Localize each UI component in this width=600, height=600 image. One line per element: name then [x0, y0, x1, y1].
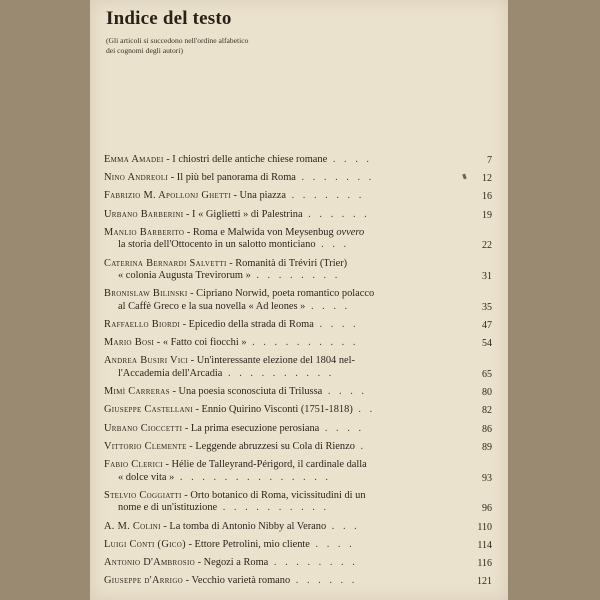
- entry-author: Nino Andreoli: [104, 172, 169, 184]
- entry-author: Fabrizio M. Apollonj Ghetti: [104, 190, 231, 202]
- entry-author: A. M. Colini: [104, 520, 161, 532]
- entry-author: Mario Bosi: [104, 337, 155, 349]
- leader-dots: . . . .: [313, 319, 359, 331]
- entry-title: - Romanità di Tréviri (Trier): [226, 257, 348, 269]
- entry-title: - Il più bel panorama di Roma: [168, 172, 296, 184]
- entry-title: - Cipriano Norwid, poeta romantico polacco: [187, 288, 375, 300]
- entry-line-1: [104, 337, 468, 350]
- entry-title: - Negozi a Roma: [194, 556, 269, 568]
- entry-title: - Epicedio della strada di Roma: [179, 319, 314, 331]
- entry-line-1: [104, 258, 468, 271]
- note-line-1: (Gli articoli si succedono nell'ordine alfabetico: [106, 36, 249, 45]
- entry-line-1: [104, 319, 468, 332]
- leader-dots: . . . .: [322, 386, 368, 398]
- entry-line-1: [104, 521, 468, 534]
- page-number: 96: [482, 503, 492, 515]
- page-number: 116: [477, 557, 492, 569]
- note-line-2: dei cognomi degli autori): [106, 46, 183, 55]
- toc-entry: [104, 490, 492, 515]
- entry-line-1: [104, 154, 468, 167]
- entry-line-1: [104, 459, 468, 472]
- entry-author: Fabio Clerici: [104, 459, 163, 470]
- entry-line-2: [104, 239, 468, 252]
- entry-line-1: [104, 557, 468, 570]
- leader-dots: . . . . . .: [290, 575, 358, 587]
- entry-title: - Ennio Quirino Visconti (1751-1818): [192, 404, 353, 416]
- entry-title: - I chiostri delle antiche chiese romane: [163, 154, 328, 165]
- entry-author: Giuseppe d'Arrigo: [104, 575, 184, 587]
- entry-title: - Un'interessante elezione del 1804 nel-: [188, 355, 355, 367]
- entry-title: - La prima esecuzione perosiana: [182, 422, 320, 434]
- entry-line-1: [104, 441, 468, 454]
- index-note: [106, 36, 496, 56]
- page-number: 12: [482, 173, 492, 185]
- entry-title-continued: « colonia Augusta Trevirorum »: [118, 270, 251, 282]
- entry-author: Caterina Bernardi Salvetti: [104, 257, 227, 269]
- entry-line-1: [104, 386, 468, 399]
- page-number: 89: [482, 441, 492, 453]
- leader-dots: . . . . . . . . . .: [246, 337, 359, 349]
- leader-dots: . . . .: [309, 538, 355, 550]
- entry-title: - « Fatto coi fiocchi »: [154, 337, 247, 349]
- toc-entry: [104, 386, 492, 399]
- page-number: 93: [482, 472, 492, 484]
- toc-entry: [104, 258, 492, 283]
- entry-line-1: [104, 227, 468, 240]
- entry-title: - Ettore Petrolini, mio cliente: [185, 538, 310, 550]
- entry-author: Stelvio Coggiatti: [104, 489, 182, 501]
- entry-title: - I « Giglietti » di Palestrina: [183, 208, 303, 220]
- entry-author: Mimì Carreras: [104, 386, 170, 398]
- entry-line-1: [104, 490, 468, 503]
- entry-author: Manlio Barberito: [104, 226, 185, 238]
- page-number: 65: [482, 369, 492, 381]
- leader-dots: . . . .: [327, 154, 372, 165]
- leader-dots: . . . . . . . . . . . . . .: [174, 471, 332, 483]
- toc-entry: [104, 423, 492, 436]
- page-number: 19: [482, 209, 492, 221]
- entry-line-2: [104, 368, 468, 381]
- entry-title-continued: nome e di un'istituzione: [118, 502, 218, 514]
- page-number: 54: [482, 338, 492, 350]
- entry-line-1: [104, 404, 468, 417]
- leader-dots: . . . .: [305, 300, 351, 312]
- entry-line-1: [104, 575, 468, 588]
- entry-line-2: [104, 502, 468, 515]
- leader-dots: . . . .: [319, 422, 365, 434]
- page-number: 110: [477, 521, 492, 533]
- leader-dots: . . . . . . . . . .: [222, 368, 335, 380]
- entry-author: Antonio D'Ambrosio: [104, 556, 195, 568]
- toc-entry: [104, 190, 492, 203]
- toc-entry: [104, 459, 492, 484]
- page-number: 16: [482, 191, 492, 203]
- entry-line-1: [104, 355, 468, 368]
- toc-entry: [104, 319, 492, 332]
- toc-entry: [104, 209, 492, 222]
- entry-line-1: [104, 423, 468, 436]
- entry-line-1: [104, 172, 468, 185]
- entry-title: - Una poesia sconosciuta di Trilussa: [169, 386, 323, 398]
- toc-entry: [104, 172, 492, 185]
- entry-author: Vittorio Clemente: [104, 440, 187, 452]
- entry-title: - Una piazza: [230, 190, 286, 202]
- entry-author: Andrea Busiri Vici: [104, 355, 189, 367]
- leader-dots: . . . . . . .: [295, 172, 375, 184]
- entry-author: Emma Amadei: [104, 154, 164, 165]
- leader-dots: . . . . . . . .: [250, 270, 341, 282]
- page-number: 86: [482, 423, 492, 435]
- entry-title: - Vecchio varietà romano: [183, 575, 291, 587]
- entry-line-2: [104, 301, 468, 314]
- leader-dots: . .: [352, 404, 376, 416]
- page-number: 82: [482, 405, 492, 417]
- entry-title-continued: l'Accademia dell'Arcadia: [118, 368, 223, 380]
- entry-author: Urbano Barberini: [104, 208, 184, 220]
- toc-entry: [104, 575, 492, 588]
- entry-author: Bronislaw Bilinski: [104, 288, 188, 300]
- entry-line-1: [104, 288, 468, 301]
- leader-dots: . . . . . . . . . .: [217, 502, 330, 514]
- entry-title: - Roma e Malwida von Meysenbug ovvero: [184, 226, 365, 238]
- toc-entry: [104, 539, 492, 552]
- toc-entry: [104, 288, 492, 313]
- entry-line-1: [104, 190, 468, 203]
- entry-author: Giuseppe Castellani: [104, 404, 193, 416]
- entry-title: - Hélie de Talleyrand-Périgord, il cardinale dalla: [162, 459, 367, 470]
- entry-title-continued: al Caffè Greco e la sua novella « Ad leones »: [118, 300, 306, 312]
- entry-author: Raffaello Biordi: [104, 319, 180, 331]
- page-number: 121: [477, 576, 492, 588]
- entry-author: Urbano Cioccetti: [104, 422, 183, 434]
- leader-dots: . . . . . . . .: [268, 556, 358, 568]
- page-number: 31: [482, 271, 492, 283]
- entry-line-1: [104, 209, 468, 222]
- leader-dots: . . . . . .: [302, 208, 370, 220]
- entry-line-2: [104, 270, 468, 283]
- entry-title-continued: la storia dell'Ottocento in un salotto monticiano: [118, 239, 316, 251]
- toc-entry: [104, 521, 492, 534]
- page-title: Indice del testo: [106, 8, 232, 29]
- toc-entry: [104, 337, 492, 350]
- page-number: 80: [482, 387, 492, 399]
- book-page: [90, 0, 508, 600]
- toc-entry: [104, 441, 492, 454]
- leader-dots: .: [354, 440, 367, 452]
- page-number: 7: [487, 155, 492, 166]
- toc-entry: [104, 557, 492, 570]
- table-of-contents: [104, 154, 492, 593]
- entry-line-2: [104, 472, 468, 485]
- entry-title: - Leggende abruzzesi su Cola di Rienzo: [186, 440, 355, 452]
- entry-author: Luigi Conti (Gico): [104, 538, 186, 550]
- page-number: 22: [482, 240, 492, 252]
- toc-entry: [104, 404, 492, 417]
- leader-dots: . . .: [326, 520, 360, 532]
- leader-dots: . . . . . . .: [285, 190, 365, 202]
- page-number: 35: [482, 301, 492, 313]
- toc-entry: [104, 227, 492, 252]
- index-header: [106, 8, 496, 56]
- entry-title: - Orto botanico di Roma, vicissitudini di un: [181, 489, 366, 501]
- toc-entry: [104, 355, 492, 380]
- entry-line-1: [104, 539, 468, 552]
- page-number: 47: [482, 320, 492, 332]
- toc-entry: [104, 154, 492, 167]
- entry-title-continued: « dolce vita »: [118, 471, 175, 483]
- leader-dots: . . .: [315, 239, 350, 251]
- entry-title: - La tomba di Antonio Nibby al Verano: [160, 520, 327, 532]
- page-number: 114: [477, 539, 492, 551]
